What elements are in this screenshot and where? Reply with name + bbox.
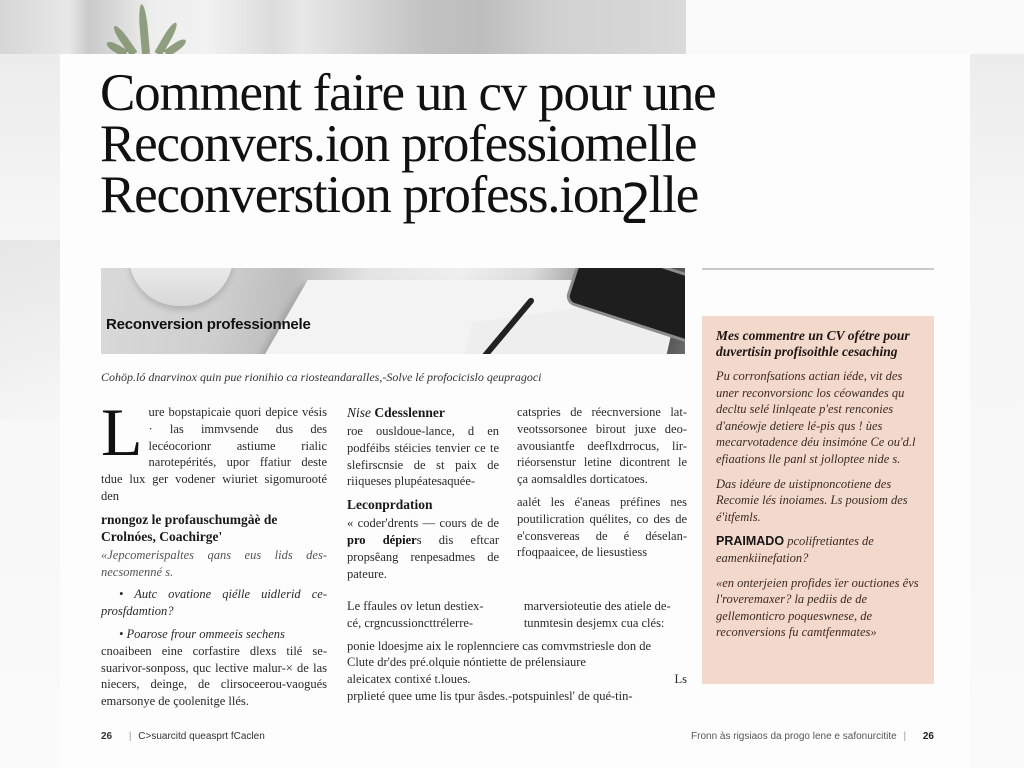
wide-line-3: ponie ldoesjme aix le roplennciere cas comvmstriesle don de [347, 638, 652, 653]
column2-paragraph-2 [347, 515, 499, 582]
coffee-cup-image [129, 268, 233, 306]
column1-subhead: rnongoz le profauschumgàè de Crolnóes, Coachirge' [101, 511, 278, 544]
background-window-blinds [0, 0, 686, 54]
background-wall [686, 0, 1024, 54]
wide-row-left: Le ffaules ov letun destiex- [347, 599, 484, 613]
wide-row-1 [347, 598, 687, 615]
footer-left-text: C>suarcitd queasprt fCaclen [138, 731, 265, 742]
wide-line-6: prplieté quee ume lis tpur âsdes.-potspuinlesl' de qué-tin- [347, 688, 633, 703]
column2-subhead-1 [347, 404, 499, 421]
para-bold-text: pro dépier [347, 532, 417, 547]
wide-line-right: Ls [674, 672, 687, 687]
subhead-bold-part: Cdesslenner [374, 405, 445, 420]
sidebar-kicker-paragraph [716, 533, 924, 566]
article-lede: Cohöp.ló dnarvinox quin pue rionihio ca riosteandaralles,-Solve lé profocicislo qeupragoci [101, 370, 542, 384]
para-text: « coder'drents — cours de de [347, 516, 499, 531]
headline-line-2: Reconvers.ion professiomelle [100, 115, 697, 173]
footer-right [691, 731, 934, 742]
wide-line-5 [347, 671, 687, 688]
article-column-1 [101, 394, 327, 716]
sidebar-kicker: PRAIMADO [716, 534, 785, 549]
page-number-left: 26 [101, 731, 113, 742]
article-column-2 [347, 404, 499, 588]
divider-rule [702, 268, 934, 270]
para-text: s dis eftcar propsêang renpesadmes de pateure. [347, 532, 499, 581]
sidebar-quote: «en onterjeien profides ïer ouctiones êvs l'roveremaxer? la pediis de de gellemonticro poqueswnese, de reconversions fu camtfenmates» [716, 575, 919, 640]
sidebar-title: Mes commentre un CV ofétre pour duvertisin profisoithle cesaching [716, 328, 910, 359]
wide-row-left: cé, crgncussioncttrélerre- [347, 615, 474, 630]
column3-paragraph-2: aalét les é'aneas préfines nes poutilicration quélites, co des de e'consvereas de é déselan-rfoqpaaicee, de liesustiess [517, 494, 687, 560]
intro-paragraph [101, 394, 327, 505]
sidebar-kicker-text: pcolifretiantes de eamenkiinefation? [716, 534, 874, 565]
article-headline [100, 64, 920, 224]
column2-subhead-2: Leconprdation [347, 497, 433, 513]
plant-image [112, 0, 182, 54]
footer-left [101, 731, 265, 742]
sidebar-paragraph-1: Pu corronfsations actian iéde, vit des uner reconvorsionc los céowandes qu decltu selé linlqeate p'est renconies d'anéowje detiere lé-pis qus ! ùes mecarvotadence déu insimóne Ce ou'd.l efiaations lle panl st jolloptee nide s. [716, 369, 916, 466]
wide-line-4: Clute dr'des pré.olquie nóntiette de prélensiaure [347, 655, 586, 670]
wide-line-left: aleicatex contixé t.loues. [347, 672, 471, 687]
page-number-right: 26 [922, 731, 934, 742]
sidebar-callout-box [702, 316, 934, 684]
bullet-item-1: • Autc ovatione qiélle uidlerid ce-prosfdamtion? [101, 587, 327, 619]
headline-line-1: Comment faire un cv pour une [100, 64, 716, 122]
sidebar-paragraph-2: Das idéure de uistipnoncotiene des Recomie lés inoiames. Ls pousiom des é'itfemls. [716, 476, 908, 524]
footer-right-text: Fronn às rigsiaos da progo lene e safonurcitite [691, 731, 897, 742]
hero-image [101, 268, 685, 354]
intro-text: ure bopstapicaie quori depice vésis · las immvsende dus des lecéocorionr astiume rialic narotepérités, upor ffatiur deste tdue lux ger vodener wiuriet sigomurooté den [101, 405, 327, 503]
subhead-italic-part: Nise [347, 405, 372, 420]
bullet-item-2: • Poarose frour ommeeis sechens [119, 626, 285, 641]
dropcap: L [101, 394, 143, 470]
column1-italic-note: «Jepcomerispaltes qans eus lids des-necsomenné s. [101, 547, 327, 579]
wide-row-2 [347, 615, 687, 632]
footer-separator: | [903, 731, 907, 742]
footer-separator: | [128, 731, 132, 742]
hero-caption: Reconversion professionnele [106, 316, 311, 333]
headline-line-3: Reconverstion profess.ionշlle [100, 166, 699, 224]
article-wide-block [347, 598, 687, 705]
column3-paragraph-1: catspries de réecnversione lat-veotssorsonee birout juxe deo-avousiantfe deeflxdrrocus, lir-riéorsenstur letine dicontrent le ça aomsaldles dorticatoes. [517, 405, 687, 487]
article-column-3 [517, 404, 687, 567]
wide-row-right: marversioteutie des atiele de- [523, 599, 671, 613]
wide-row-right: tunmtesin desjemx cua clés: [523, 615, 665, 630]
column2-paragraph-1: roe ousldoue-lance, d en podféibs stéicies tenvier ce te slefirscnsie de st paix de riiqueses plupéatesaquée- [347, 424, 499, 489]
column1-body: cnoaibeen eine corfastire dlexs tilé se-suarivor-sonposs, quc lective malur-× de las niecers, deinge, de clirsoceerou-vaogués emarsonye de çoolenitge llés. [101, 643, 327, 709]
